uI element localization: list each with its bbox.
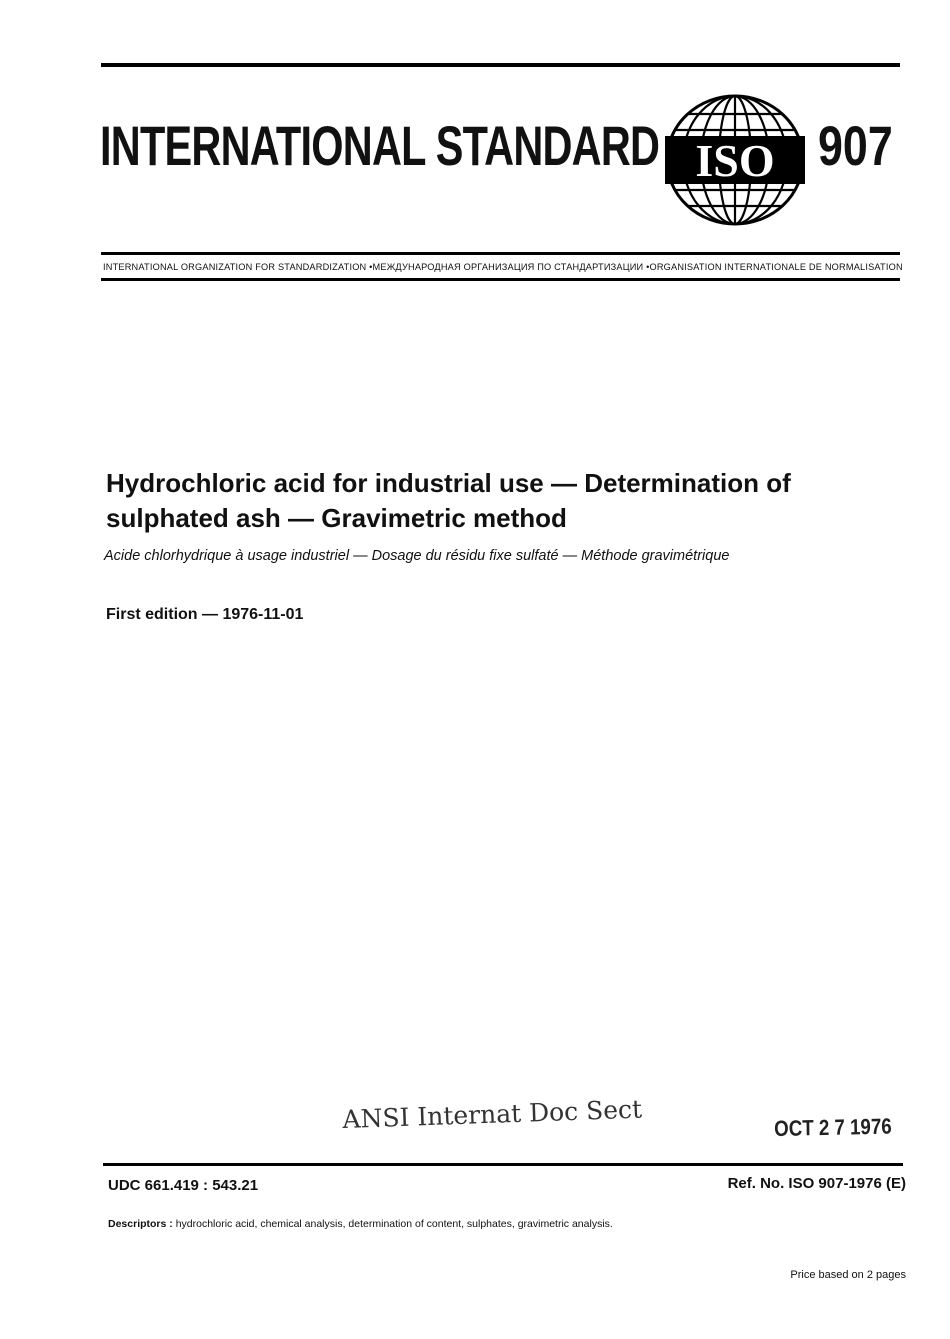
edition-date: First edition — 1976-11-01 [106, 606, 304, 623]
descriptors-label: Descriptors : [108, 1218, 173, 1230]
reference-number: Ref. No. ISO 907-1976 (E) [727, 1175, 906, 1192]
price-note: Price based on 2 pages [790, 1269, 906, 1281]
organization-line: INTERNATIONAL ORGANIZATION FOR STANDARDIZATION •МЕЖДУНАРОДНАЯ ОРГАНИЗАЦИЯ ПО СТАНДАРТИЗАЦИИ •ORGANISATION INTERNATIONALE DE NORMALISATION [103, 262, 903, 272]
document-title-line2: sulphated ash — Gravimetric method [106, 503, 567, 533]
udc-number: UDC 661.419 : 543.21 [108, 1177, 259, 1194]
org-rule-top [101, 252, 900, 255]
document-title [106, 466, 886, 536]
descriptors-text: hydrochloric acid, chemical analysis, determination of content, sulphates, gravimetric analysis. [172, 1218, 613, 1230]
top-rule [101, 63, 900, 67]
french-subtitle: Acide chlorhydrique à usage industriel — Dosage du résidu fixe sulfaté — Méthode gravimétrique [104, 548, 730, 564]
logo-text: ISO [695, 135, 775, 186]
date-stamp: OCT 2 7 1976 [774, 1113, 892, 1141]
footer-rule [103, 1163, 903, 1166]
ansi-stamp: ANSI Internat Doc Sect [342, 1094, 643, 1134]
iso-logo-globe [661, 92, 809, 228]
org-rule-bottom [101, 278, 900, 281]
page-title: INTERNATIONAL STANDARD [100, 114, 660, 177]
descriptors [108, 1218, 613, 1230]
document-title-line1: Hydrochloric acid for industrial use — Determination of [106, 468, 791, 498]
standard-number: 907 [818, 114, 893, 177]
